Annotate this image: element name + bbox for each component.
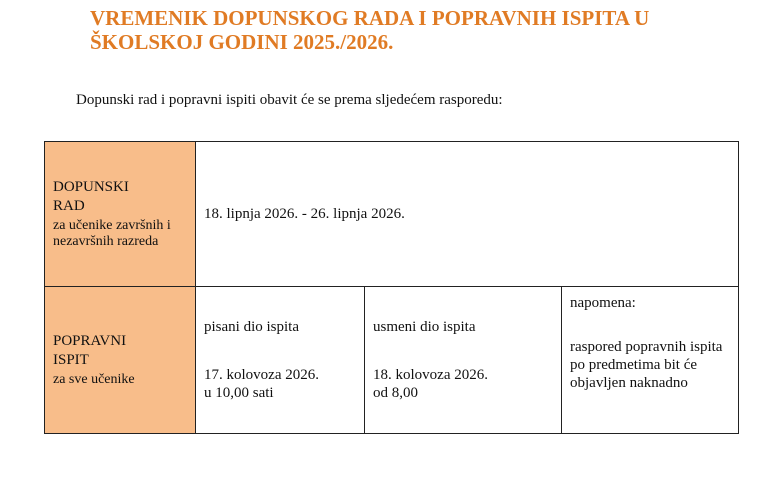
oral-time: od 8,00 [373,385,418,401]
written-time: u 10,00 sati [204,385,274,401]
written-date: 17. kolovoza 2026. [204,367,319,383]
dopunski-dates-cell [196,142,739,287]
popravni-label-cell [45,287,196,434]
schedule-table [44,141,739,434]
table-row-popravni [45,287,739,434]
note-text: raspored popravnih ispita po predmetima bit će objavljen naknadno [570,339,723,391]
page-title [90,6,770,54]
oral-date: 18. kolovoza 2026. [373,367,488,383]
table-row-dopunski [45,142,739,287]
oral-label: usmeni dio ispita [373,319,476,335]
popravni-subtitle: za sve učenike [53,372,135,387]
popravni-heading-1: POPRAVNI [53,333,127,349]
written-label: pisani dio ispita [204,319,299,335]
popravni-heading-2: ISPIT [53,352,89,368]
dopunski-dates: 18. lipnja 2026. - 26. lipnja 2026. [204,206,405,222]
dopunski-heading-1: DOPUNSKI [53,179,129,195]
note-label: napomena: [570,295,636,311]
dopunski-heading-2: RAD [53,198,85,214]
title-line-2: ŠKOLSKOJ GODINI 2025./2026. [90,30,394,54]
oral-exam-cell [365,287,562,434]
dopunski-label-cell [45,142,196,287]
written-exam-cell [196,287,365,434]
note-cell [562,287,739,434]
title-line-1: VREMENIK DOPUNSKOG RADA I POPRAVNIH ISPITA U [90,6,650,30]
dopunski-subtitle: za učenike završnih i nezavršnih razreda [53,218,171,249]
intro-text: Dopunski rad i popravni ispiti obavit će se prema sljedećem rasporedu: [76,92,503,108]
